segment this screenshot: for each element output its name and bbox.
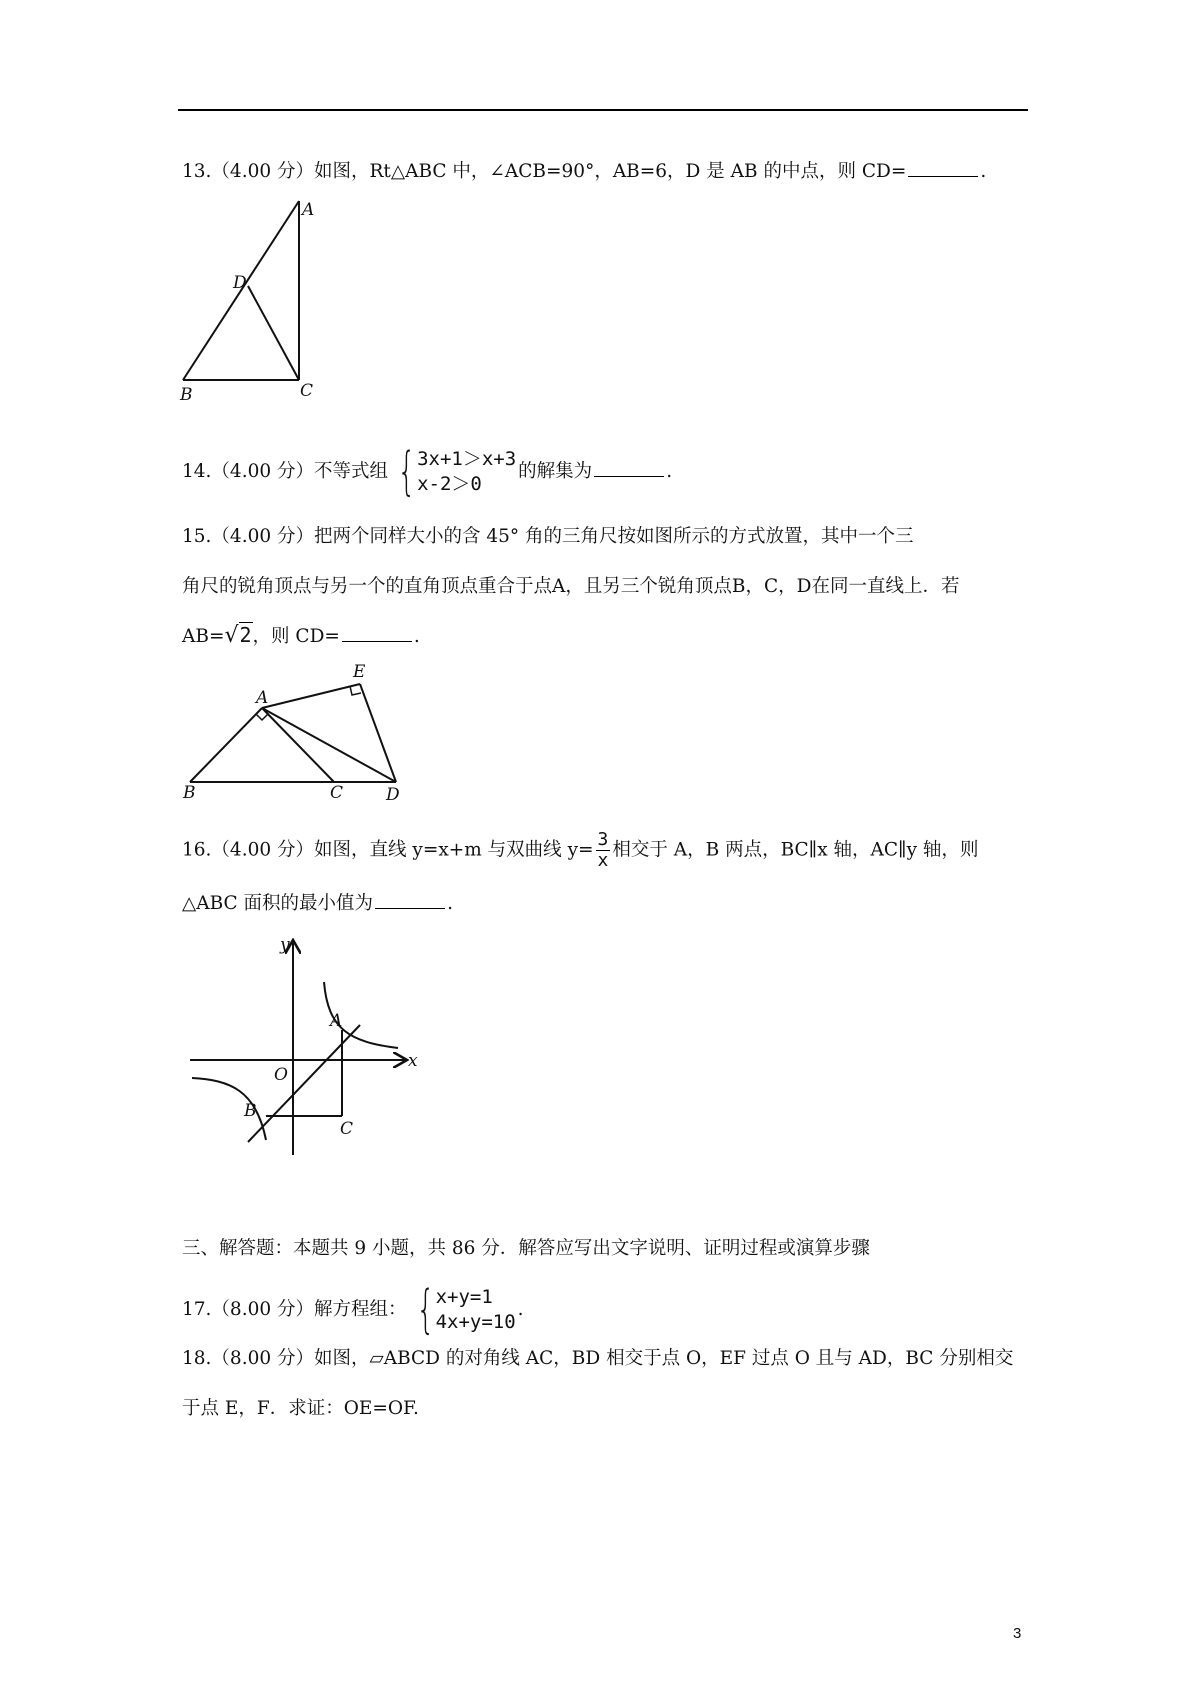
equation-system: { x+y=1 4x+y=10 bbox=[415, 1280, 516, 1340]
fraction: $\frac{3}{x}$ bbox=[597, 829, 609, 871]
inequality-system: { 3x+1＞x+3 x-2＞0 bbox=[397, 442, 517, 502]
sqrt-icon: √ bbox=[224, 623, 239, 648]
label-B: B bbox=[180, 385, 193, 405]
label-D: D bbox=[233, 273, 247, 293]
label-C: C bbox=[340, 1119, 354, 1139]
label-A: A bbox=[256, 688, 269, 708]
label-A: A bbox=[302, 200, 315, 220]
label-A: A bbox=[330, 1011, 343, 1031]
answer-blank-13[interactable] bbox=[908, 158, 978, 177]
answer-blank-15[interactable] bbox=[342, 623, 412, 642]
question-14: 14.（4.00 分）不等式组 { 3x+1＞x+3 x-2＞0 的解集为 . bbox=[182, 442, 673, 502]
label-y: y bbox=[280, 935, 290, 955]
header-rule bbox=[178, 109, 1028, 111]
label-E: E bbox=[353, 662, 366, 682]
question-17: 17.（8.00 分）解方程组： { x+y=1 4x+y=10 . bbox=[182, 1280, 524, 1340]
label-D: D bbox=[386, 785, 400, 805]
question-16-line-1: 16.（4.00 分）如图，直线 y=x+m 与双曲线 y= $\frac{3}{x}$ 相交于 A，B 两点，BC∥x 轴，AC∥y 轴，则 bbox=[182, 829, 979, 871]
figure-13 bbox=[180, 198, 320, 408]
label-C: C bbox=[300, 381, 314, 401]
question-15-line-2: 角尺的锐角顶点与另一个的直角顶点重合于点A，且另三个锐角顶点B，C，D在同一直线上．若 bbox=[182, 576, 960, 597]
figure-15 bbox=[180, 660, 420, 805]
question-18-line-1: 18.（8.00 分）如图，▱ABCD 的对角线 AC，BD 相交于点 O，EF 过点 O 且与 AD，BC 分别相交 bbox=[182, 1348, 1014, 1369]
answer-blank-14[interactable] bbox=[594, 458, 664, 477]
question-16-line-2: △ABC 面积的最小值为 . bbox=[182, 890, 453, 917]
figure-16 bbox=[190, 930, 430, 1160]
label-C: C bbox=[330, 783, 344, 803]
brace-icon: { bbox=[397, 442, 416, 502]
section-3-title: 三、解答题：本题共 9 小题，共 86 分．解答应写出文字说明、证明过程或演算步骤 bbox=[182, 1238, 870, 1259]
page-number: 3 bbox=[1013, 1625, 1022, 1642]
question-15-line-3: AB=√2，则 CD= . bbox=[182, 623, 420, 648]
brace-icon: { bbox=[415, 1280, 435, 1340]
question-13: 13.（4.00 分）如图，Rt△ABC 中，∠ACB=90°，AB=6，D 是 AB 的中点，则 CD= . bbox=[182, 158, 986, 185]
label-x: x bbox=[408, 1051, 418, 1071]
question-15-line-1: 15.（4.00 分）把两个同样大小的含 45° 角的三角尺按如图所示的方式放置，其中一个三 bbox=[182, 526, 914, 547]
label-B: B bbox=[244, 1101, 257, 1121]
question-18-line-2: 于点 E，F．求证：OE=OF. bbox=[182, 1398, 419, 1419]
label-O: O bbox=[274, 1065, 288, 1085]
label-B: B bbox=[183, 783, 196, 803]
answer-blank-16[interactable] bbox=[375, 890, 445, 909]
